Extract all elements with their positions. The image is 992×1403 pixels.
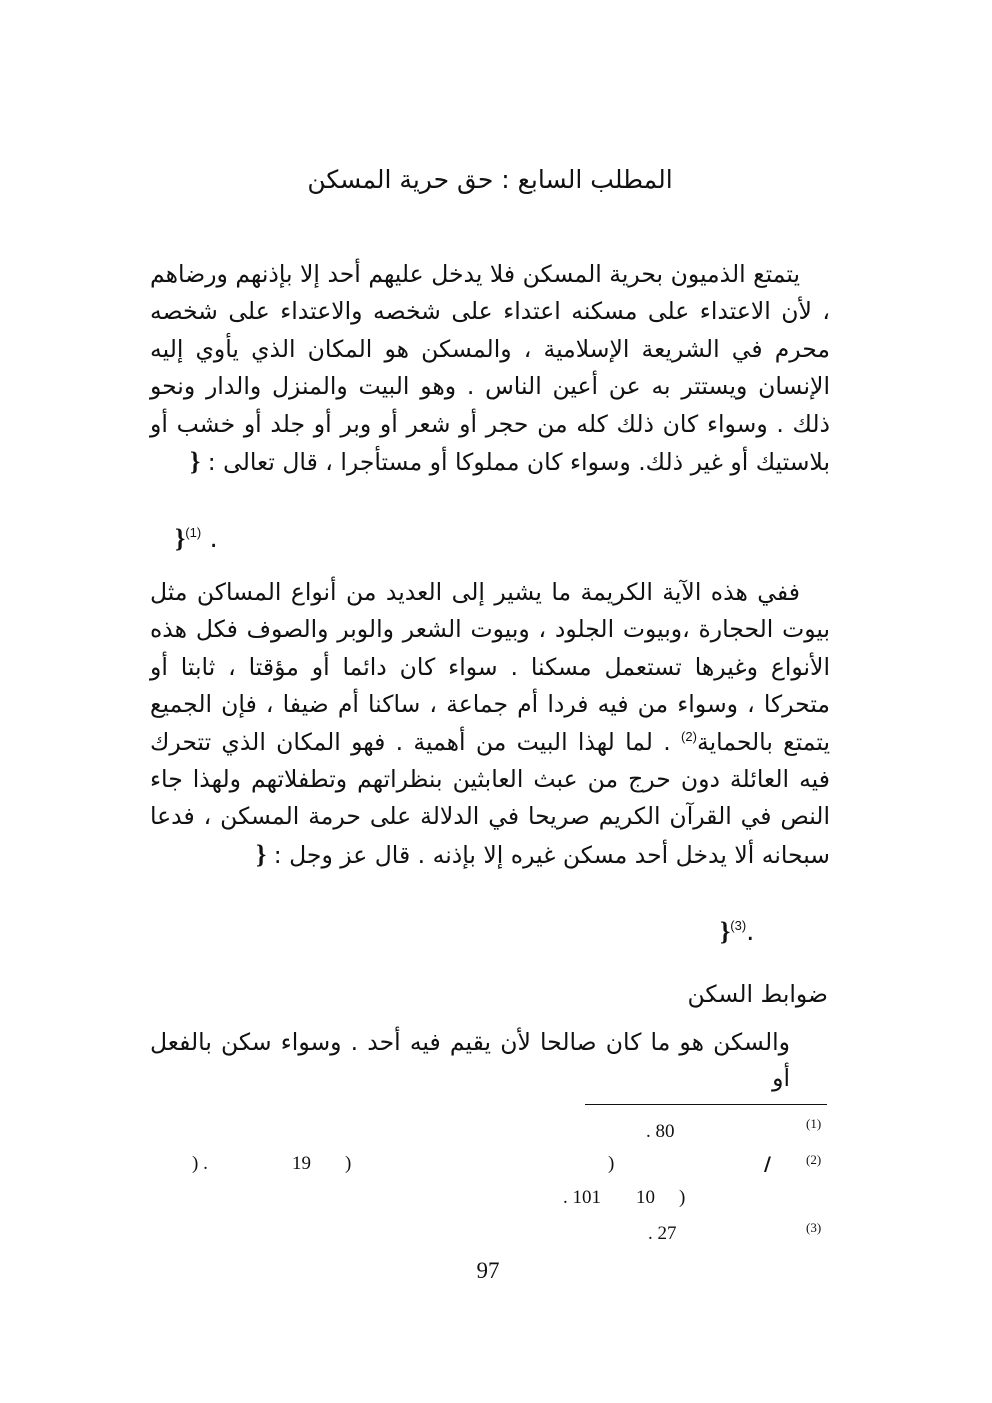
paragraph-2	[150, 574, 830, 874]
footnote-1-text: . 80	[646, 1121, 675, 1142]
footnote-2-paren-1: )	[608, 1153, 615, 1174]
verse-1-dot: .	[209, 524, 218, 554]
verse-2-brace: {	[720, 917, 731, 946]
paragraph-1	[150, 256, 830, 481]
footnote-1-mark: (1)	[806, 1116, 822, 1131]
footnote-2-line2-num1: 10	[636, 1187, 655, 1208]
paragraph-2-text-b: . لما لهذا البيت من أهمية . فهو المكان الذي تتحرك فيه العائلة دون حرج من عبث العابثين بنظراتهم وتطفلاتهم ولهذا جاء النص في القرآن الكريم صريحا في الدلالة على حرمة المسكن ، فدعا سبحانه ألا يدخل أحد مسكن غيره إلا بإذنه . قال عز وجل :	[150, 727, 830, 869]
footnote-2-mark: (2)	[806, 1152, 822, 1167]
footnote-2-number: 19	[292, 1153, 311, 1174]
paragraph-3: والسكن هو ما كان صالحا لأن يقيم فيه أحد . وسواء سكن بالفعل أو	[150, 1028, 790, 1092]
verse-2-open-brace: {	[256, 839, 267, 869]
footnote-ref-3: (3)	[730, 918, 747, 933]
footnote-2-end: ) .	[192, 1153, 208, 1174]
footnote-2-line2-num2: . 101	[563, 1187, 601, 1208]
footnote-2-paren-2: )	[345, 1153, 352, 1174]
verse-2-dot: .	[746, 917, 755, 947]
page-number: 97	[476, 1258, 500, 1283]
footnote-3-text: . 27	[648, 1223, 677, 1244]
footnote-2-slash: /	[764, 1153, 771, 1175]
footnote-divider	[585, 1104, 827, 1105]
verse-1-brace: {	[175, 524, 186, 553]
footnote-3-mark: (3)	[806, 1220, 822, 1235]
verse-open-brace: {	[189, 447, 201, 477]
verse-1-close	[175, 521, 218, 557]
footnote-ref-2: (2)	[681, 728, 697, 744]
paragraph-1-text: يتمتع الذميون بحرية المسكن فلا يدخل عليهم أحد إلا بإذنهم ورضاهم ، لأن الاعتداء على مسكنه اعتداء على شخصه والاعتداء على شخصه محرم في الشريعة الإسلامية ، والمسكن هو المكان الذي يأوي إليه الإنسان ويستتر به عن أعين الناس . وهو البيت والمنزل والدار ونحو ذلك . وسواء كان ذلك كله من حجر أو شعر أو وبر أو جلد أو خشب أو بلاستيك أو غير ذلك. وسواء كان مملوكا أو مستأجرا ، قال تعالى :	[150, 260, 830, 477]
footnote-2-line2-paren: )	[679, 1187, 686, 1208]
verse-2-close	[720, 914, 754, 950]
footnote-ref-1: (1)	[185, 525, 202, 540]
section-heading: المطلب السابع : حق حرية المسكن	[307, 165, 673, 194]
paragraph-2-text-a: ففي هذه الآية الكريمة ما يشير إلى العديد من أنواع المساكن مثل بيوت الحجارة ،وبيوت الجلود ، وبيوت الشعر والوبر والصوف فكل هذه الأنواع وغيرها تستعمل مسكنا . سواء كان دائما أو مؤقتا ، ثابتا أو متحركا ، وسواء من فيه فردا أم جماعة ، ساكنا أم ضيفا ، فإن الجميع يتمتع بالحماية	[150, 578, 830, 756]
subheading: ضوابط السكن	[687, 980, 828, 1008]
